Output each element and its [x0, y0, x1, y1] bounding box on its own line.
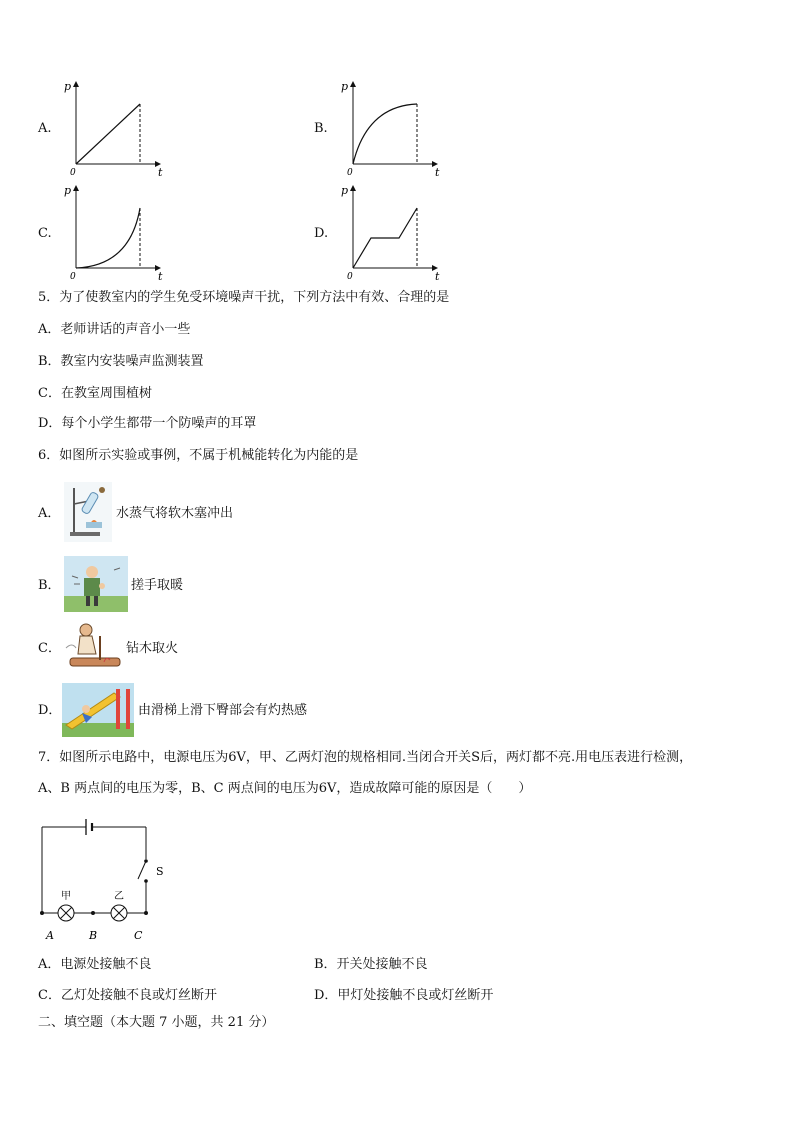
q7-option-c: C．乙灯处接触不良或灯丝断开 — [38, 988, 217, 1003]
origin-label: 0 — [70, 168, 76, 178]
x-axis-label: t — [158, 166, 163, 178]
origin-label: 0 — [347, 272, 353, 282]
circuit-diagram — [36, 815, 176, 949]
q5-option-c: C．在教室周围植树 — [38, 386, 152, 401]
q6-option-b-text: 搓手取暖 — [131, 578, 184, 593]
x-axis-label: t — [435, 166, 440, 178]
slide-image — [62, 683, 134, 737]
q7-option-d: D．甲灯处接触不良或灯丝断开 — [314, 988, 494, 1003]
q6-option-d-text: 由滑梯上滑下臀部会有灼热感 — [138, 703, 308, 718]
q7-option-b: B．开关处接触不良 — [314, 957, 428, 972]
origin-label: 0 — [70, 272, 76, 282]
q5-stem: 5．为了使教室内的学生免受环境噪声干扰，下列方法中有效、合理的是 — [38, 290, 450, 305]
steam-cork-experiment-image — [64, 482, 112, 542]
q6-stem: 6．如图所示实验或事例，不属于机械能转化为内能的是 — [38, 448, 359, 463]
y-axis-label: p — [64, 80, 72, 93]
x-axis-label: t — [435, 270, 440, 282]
rubbing-hands-image — [64, 556, 128, 612]
point-c-dot — [144, 911, 148, 915]
y-axis-label: p — [341, 184, 349, 197]
y-axis-label: p — [341, 80, 349, 93]
point-b-label: B — [89, 929, 98, 942]
graph-option-c-label: C. — [38, 226, 52, 241]
graph-d — [337, 180, 447, 286]
q5-option-d: D．每个小学生都带一个防噪声的耳罩 — [38, 416, 257, 431]
graph-b — [337, 76, 447, 182]
point-a-dot — [40, 911, 44, 915]
origin-label: 0 — [347, 168, 353, 178]
q6-option-d-letter: D． — [38, 703, 62, 718]
q6-option-c-text: 钻木取火 — [126, 641, 179, 656]
point-a-label: A — [46, 929, 54, 942]
lamp-yi-label: 乙 — [114, 891, 124, 902]
q6-option-a-text: 水蒸气将软木塞冲出 — [116, 506, 234, 521]
q5-option-b: B．教室内安装噪声监测装置 — [38, 354, 204, 369]
graph-a — [60, 76, 170, 182]
q6-option-b-letter: B． — [38, 578, 61, 593]
x-axis-label: t — [158, 270, 163, 282]
switch-blade — [138, 861, 146, 879]
graph-option-a-label: A. — [38, 121, 52, 136]
point-b-dot — [91, 911, 95, 915]
point-c-label: C — [134, 929, 143, 942]
y-axis-label: p — [64, 184, 72, 197]
q5-option-a: A．老师讲话的声音小一些 — [38, 322, 191, 337]
q7-option-a: A．电源处接触不良 — [38, 957, 152, 972]
q6-option-c-letter: C． — [38, 641, 61, 656]
lamp-jia-label: 甲 — [61, 891, 71, 902]
q7-stem-line1: 7．如图所示电路中，电源电压为6V，甲、乙两灯泡的规格相同.当闭合开关S后，两灯都不亮.用电压表进行检测， — [38, 750, 693, 765]
section-fill-in-heading: 二、填空题（本大题 7 小题，共 21 分） — [38, 1015, 275, 1030]
q7-stem-line2: A、B 两点间的电压为零，B、C 两点间的电压为6V，造成故障可能的原因是（ ） — [38, 781, 532, 796]
graph-option-b-label: B. — [314, 121, 328, 136]
q6-option-a-letter: A． — [38, 506, 61, 521]
switch-label: S — [156, 865, 164, 878]
graph-c — [60, 180, 170, 286]
graph-option-d-label: D. — [314, 226, 329, 241]
drilling-wood-fire-image — [64, 618, 124, 676]
